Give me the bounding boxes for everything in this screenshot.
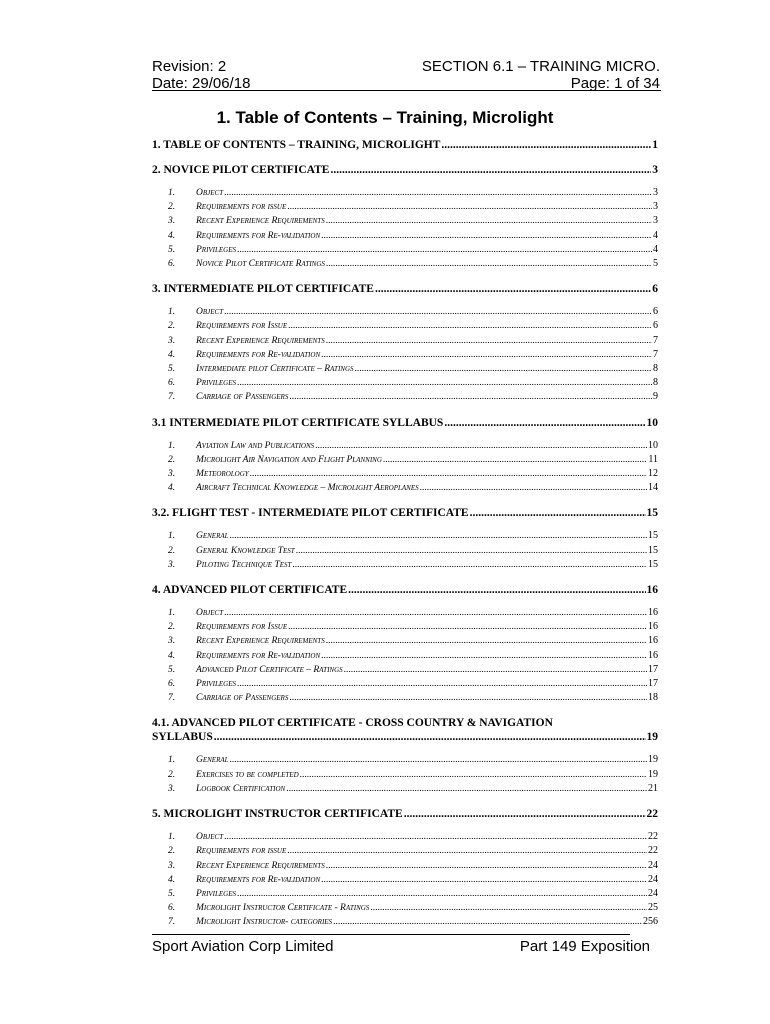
toc-entry-number: 6. <box>168 679 176 690</box>
toc-leader <box>288 319 652 333</box>
toc-entry-number: 2. <box>168 622 176 633</box>
toc-entry[interactable] <box>152 529 658 543</box>
toc-entry[interactable] <box>152 634 658 648</box>
toc-leader <box>224 830 647 844</box>
toc-page-number: 3 <box>652 164 658 176</box>
toc-page-number: 6 <box>653 306 658 318</box>
toc-heading-line[interactable]: 4.1. ADVANCED PILOT CERTIFICATE - CROSS COUNTRY & NAVIGATION <box>152 717 553 730</box>
toc-entry-number: 5. <box>168 364 176 375</box>
toc-entry-text: Recent Experience Requirements <box>196 216 325 227</box>
toc-leader <box>224 305 652 319</box>
toc-page-number: 15 <box>646 507 658 520</box>
date: Date: 29/06/18 <box>152 75 251 92</box>
toc-entry-text: Object <box>196 188 224 198</box>
revision: Revision: 2 <box>152 58 227 75</box>
toc-page-number: 16 <box>648 607 658 619</box>
toc-entry-text: Logbook Certification <box>196 783 286 794</box>
toc-entry-number: 3. <box>168 860 176 871</box>
toc-leader <box>296 544 647 558</box>
toc-page-number: 10 <box>646 416 658 429</box>
toc-entry[interactable] <box>152 362 658 376</box>
toc-entry-number: 4. <box>168 230 176 241</box>
toc-entry[interactable] <box>152 376 658 390</box>
toc-heading[interactable] <box>152 807 658 821</box>
toc-heading-text: 5. MICROLIGHT INSTRUCTOR CERTIFICATE <box>152 808 403 821</box>
toc-entry-number: 1. <box>168 531 176 542</box>
toc-page-number: 18 <box>648 692 658 704</box>
toc-entry-text: Novice Pilot Certificate Ratings <box>196 259 325 270</box>
toc-page-number: 22 <box>648 845 658 857</box>
toc-entry-number: 4. <box>168 349 176 360</box>
toc-leader <box>333 915 642 929</box>
toc-leader <box>470 506 646 520</box>
toc-page-number: 15 <box>648 530 658 542</box>
toc-heading-text: 4. ADVANCED PILOT CERTIFICATE <box>152 584 348 597</box>
toc-entry-text: Intermediate pilot Certificate – Ratings <box>196 364 354 375</box>
toc-entry[interactable] <box>152 243 658 257</box>
toc-page-number: 3 <box>653 201 658 213</box>
toc-entry-text: Requirements for issue <box>196 202 287 213</box>
toc-leader <box>441 138 651 152</box>
toc-page-number: 4 <box>653 229 658 241</box>
toc-entry-number: 1. <box>168 307 176 318</box>
toc-entry-text: General Knowledge Test <box>196 545 295 556</box>
toc-leader <box>375 282 651 296</box>
toc-entry-text: Object <box>196 307 224 318</box>
toc-entry-number: 5. <box>168 664 176 675</box>
toc-entry-text: Requirements for Issue <box>196 622 288 633</box>
toc-leader <box>315 439 647 453</box>
toc-entry-number: 1. <box>168 755 176 766</box>
toc-page-number: 256 <box>643 916 658 928</box>
toc-page-number: 16 <box>648 635 658 647</box>
toc-heading-text: 2. NOVICE PILOT CERTIFICATE <box>152 164 330 176</box>
toc-entry[interactable] <box>152 439 658 453</box>
toc-entry-text: Privileges <box>196 888 237 899</box>
toc-entry-number: 5. <box>168 244 176 255</box>
toc-page-number: 6 <box>652 283 658 296</box>
toc-leader <box>287 844 647 858</box>
toc-heading[interactable] <box>152 138 658 152</box>
toc-entry[interactable] <box>152 544 658 558</box>
toc-entry-text: Piloting Technique Test <box>196 559 292 570</box>
toc-entry[interactable] <box>152 200 658 214</box>
toc-entry-text: Aviation Law and Publications <box>196 440 315 451</box>
toc-page-number: 19 <box>646 731 658 744</box>
toc-leader <box>321 348 652 362</box>
page-number: Page: 1 of 34 <box>570 75 660 92</box>
toc-entry-text: Privileges <box>196 244 237 255</box>
toc-heading-text: 3. INTERMEDIATE PILOT CERTIFICATE <box>152 283 374 296</box>
header-left <box>152 58 250 92</box>
toc-leader <box>288 620 647 634</box>
toc-leader <box>237 887 647 901</box>
toc-heading[interactable] <box>152 416 658 430</box>
toc-leader <box>292 558 647 572</box>
toc-leader <box>344 663 647 677</box>
toc-entry[interactable] <box>152 606 658 620</box>
toc-page-number: 24 <box>648 859 658 871</box>
toc-page-number: 17 <box>648 678 658 690</box>
toc-entry[interactable] <box>152 859 658 873</box>
toc-heading[interactable] <box>152 506 658 520</box>
toc-entry[interactable] <box>152 334 658 348</box>
toc-page-number: 15 <box>648 558 658 570</box>
toc-leader <box>326 859 647 873</box>
toc-entry-number: 1. <box>168 440 176 451</box>
toc-entry-number: 2. <box>168 545 176 556</box>
toc-heading-text: 3.1 INTERMEDIATE PILOT CERTIFICATE SYLLABUS <box>152 416 444 429</box>
toc-entry[interactable] <box>152 901 658 915</box>
toc-leader <box>237 677 647 691</box>
toc-page-number: 3 <box>653 215 658 227</box>
toc-entry-number: 7. <box>168 392 176 403</box>
toc-leader <box>300 768 647 782</box>
toc-leader <box>289 390 652 404</box>
toc-entry-number: 3. <box>168 559 176 570</box>
toc-leader <box>383 453 647 467</box>
toc-heading[interactable] <box>152 730 658 744</box>
table-of-contents <box>152 138 658 930</box>
toc-entry-number: 2. <box>168 454 176 465</box>
footer-company: Sport Aviation Corp Limited <box>152 938 334 955</box>
toc-entry[interactable] <box>152 768 658 782</box>
toc-entry-text: General <box>196 531 229 542</box>
section-label: SECTION 6.1 – TRAINING MICRO. <box>421 58 660 75</box>
toc-page-number: 24 <box>648 873 658 885</box>
toc-entry[interactable] <box>152 257 658 271</box>
toc-entry-text: Carriage of Passengers <box>196 392 289 403</box>
toc-entry[interactable] <box>152 753 658 767</box>
toc-entry-text: Recent Experience Requirements <box>196 335 325 346</box>
toc-page-number: 3 <box>653 187 658 198</box>
toc-leader <box>237 243 652 257</box>
toc-heading-text: SYLLABUS <box>152 731 213 744</box>
toc-entry[interactable] <box>152 887 658 901</box>
toc-entry-text: Requirements for Re-validation <box>196 874 321 885</box>
toc-leader <box>214 730 646 744</box>
toc-entry-text: Requirements for Re-validation <box>196 230 321 241</box>
toc-entry[interactable] <box>152 663 658 677</box>
toc-entry-text: Requirements for Issue <box>196 321 288 332</box>
toc-heading[interactable] <box>152 583 658 597</box>
toc-entry-number: 4. <box>168 483 176 494</box>
toc-entry-number: 1. <box>168 608 176 619</box>
toc-entry-text: Object <box>196 832 224 843</box>
toc-entry-text: Microlight Air Navigation and Flight Planning <box>196 454 382 465</box>
toc-entry-text: Meteorology <box>196 469 249 480</box>
toc-page-number: 25 <box>648 902 658 914</box>
toc-page-number: 14 <box>648 482 658 494</box>
toc-page-number: 9 <box>653 391 658 403</box>
footer-document: Part 149 Exposition <box>519 938 650 955</box>
toc-entry[interactable] <box>152 915 658 929</box>
toc-page-number: 16 <box>646 584 658 597</box>
toc-entry-number: 2. <box>168 846 176 857</box>
toc-entry-number: 6. <box>168 903 176 914</box>
toc-entry[interactable] <box>152 467 658 481</box>
toc-entry-text: Advanced Pilot Certificate – Ratings <box>196 664 343 675</box>
toc-leader <box>321 873 647 887</box>
toc-entry-number: 1. <box>168 188 176 198</box>
toc-entry-number: 3. <box>168 335 176 346</box>
toc-entry[interactable] <box>152 830 658 844</box>
toc-entry-text: Recent Experience Requirements <box>196 860 325 871</box>
toc-leader <box>237 376 652 390</box>
toc-entry-number: 4. <box>168 650 176 661</box>
toc-page-number: 1 <box>652 139 658 151</box>
toc-leader <box>348 583 645 597</box>
toc-entry[interactable] <box>152 186 658 200</box>
toc-entry[interactable] <box>152 348 658 362</box>
toc-entry[interactable] <box>152 691 658 705</box>
toc-entry-text: Privileges <box>196 679 237 690</box>
toc-entry-number: 2. <box>168 769 176 780</box>
toc-entry-text: Requirements for issue <box>196 846 287 857</box>
toc-page-number: 19 <box>648 768 658 780</box>
toc-entry-number: 1. <box>168 832 176 843</box>
toc-entry-number: 7. <box>168 917 176 928</box>
toc-entry-text: Microlight Instructor- categories <box>196 917 333 928</box>
toc-leader <box>224 186 652 200</box>
toc-entry-number: 4. <box>168 874 176 885</box>
toc-entry[interactable] <box>152 873 658 887</box>
toc-entry-text: Microlight Instructor Certificate - Ratings <box>196 903 370 914</box>
toc-page-number: 5 <box>653 258 658 270</box>
toc-heading[interactable] <box>152 163 658 177</box>
toc-leader <box>224 606 647 620</box>
toc-page-number: 8 <box>653 377 658 389</box>
toc-entry-text: Object <box>196 608 224 619</box>
toc-leader <box>355 362 653 376</box>
footer-rule <box>152 934 630 935</box>
toc-entry-number: 3. <box>168 216 176 227</box>
header-right <box>422 58 660 92</box>
toc-page-number: 21 <box>648 782 658 794</box>
toc-entry-text: General <box>196 755 229 766</box>
toc-page-number: 11 <box>648 453 658 465</box>
toc-leader <box>330 163 651 177</box>
toc-entry[interactable] <box>152 649 658 663</box>
toc-page-number: 19 <box>648 754 658 766</box>
page-title: 1. Table of Contents – Training, Microlight <box>216 108 554 127</box>
toc-entry-number: 7. <box>168 693 176 704</box>
toc-page-number: 24 <box>648 887 658 899</box>
toc-entry-text: Requirements for Re-validation <box>196 650 321 661</box>
toc-entry-number: 2. <box>168 202 176 213</box>
toc-page-number: 7 <box>653 334 658 346</box>
toc-entry-number: 3. <box>168 636 176 647</box>
toc-leader <box>250 467 647 481</box>
toc-page-number: 16 <box>648 649 658 661</box>
toc-entry-number: 2. <box>168 321 176 332</box>
toc-entry[interactable] <box>152 558 658 572</box>
toc-leader <box>326 214 652 228</box>
toc-entry[interactable] <box>152 782 658 796</box>
toc-entry[interactable] <box>152 214 658 228</box>
toc-entry-text: Exercises to be completed <box>196 769 299 780</box>
toc-entry[interactable] <box>152 453 658 467</box>
toc-leader <box>230 529 647 543</box>
toc-leader <box>404 807 646 821</box>
toc-entry-text: Recent Experience Requirements <box>196 636 325 647</box>
toc-entry[interactable] <box>152 305 658 319</box>
toc-leader <box>326 257 652 271</box>
toc-entry-number: 6. <box>168 259 176 270</box>
header-rule <box>152 90 661 91</box>
toc-entry-number: 3. <box>168 469 176 480</box>
toc-leader <box>326 634 647 648</box>
toc-entry[interactable] <box>152 319 658 333</box>
toc-entry-text: Carriage of Passengers <box>196 693 289 704</box>
toc-entry[interactable] <box>152 677 658 691</box>
toc-page-number: 17 <box>648 663 658 675</box>
toc-leader <box>289 691 647 705</box>
toc-page-number: 22 <box>646 808 658 821</box>
toc-leader <box>326 334 652 348</box>
toc-leader <box>287 200 652 214</box>
toc-heading-text: 1. TABLE OF CONTENTS – TRAINING, MICROLIGHT <box>152 139 441 151</box>
toc-leader <box>230 753 647 767</box>
toc-leader <box>370 901 647 915</box>
toc-entry[interactable] <box>152 844 658 858</box>
toc-entry-number: 3. <box>168 783 176 794</box>
toc-heading-text: 3.2. FLIGHT TEST - INTERMEDIATE PILOT CERTIFICATE <box>152 507 469 520</box>
toc-entry-text: Privileges <box>196 378 237 389</box>
toc-leader <box>321 229 652 243</box>
toc-page-number: 7 <box>653 348 658 360</box>
toc-page-number: 15 <box>648 544 658 556</box>
toc-leader <box>321 649 647 663</box>
toc-page-number: 4 <box>653 243 658 255</box>
toc-page-number: 12 <box>648 468 658 480</box>
toc-leader <box>420 481 647 495</box>
toc-page-number: 6 <box>653 320 658 332</box>
toc-page-number: 8 <box>653 363 658 375</box>
toc-entry[interactable] <box>152 229 658 243</box>
toc-entry[interactable] <box>152 481 658 495</box>
toc-page-number: 22 <box>648 831 658 843</box>
toc-entry-number: 6. <box>168 378 176 389</box>
toc-entry[interactable] <box>152 390 658 404</box>
toc-entry[interactable] <box>152 620 658 634</box>
toc-entry-text: Requirements for Re-validation <box>196 349 321 360</box>
toc-entry-number: 5. <box>168 888 176 899</box>
toc-entry-text: Aircraft Technical Knowledge – Microlight Aeroplanes <box>196 483 419 494</box>
toc-page-number: 16 <box>648 621 658 633</box>
toc-heading[interactable] <box>152 282 658 296</box>
toc-leader <box>444 416 645 430</box>
toc-leader <box>286 782 647 796</box>
toc-page-number: 10 <box>648 439 658 451</box>
